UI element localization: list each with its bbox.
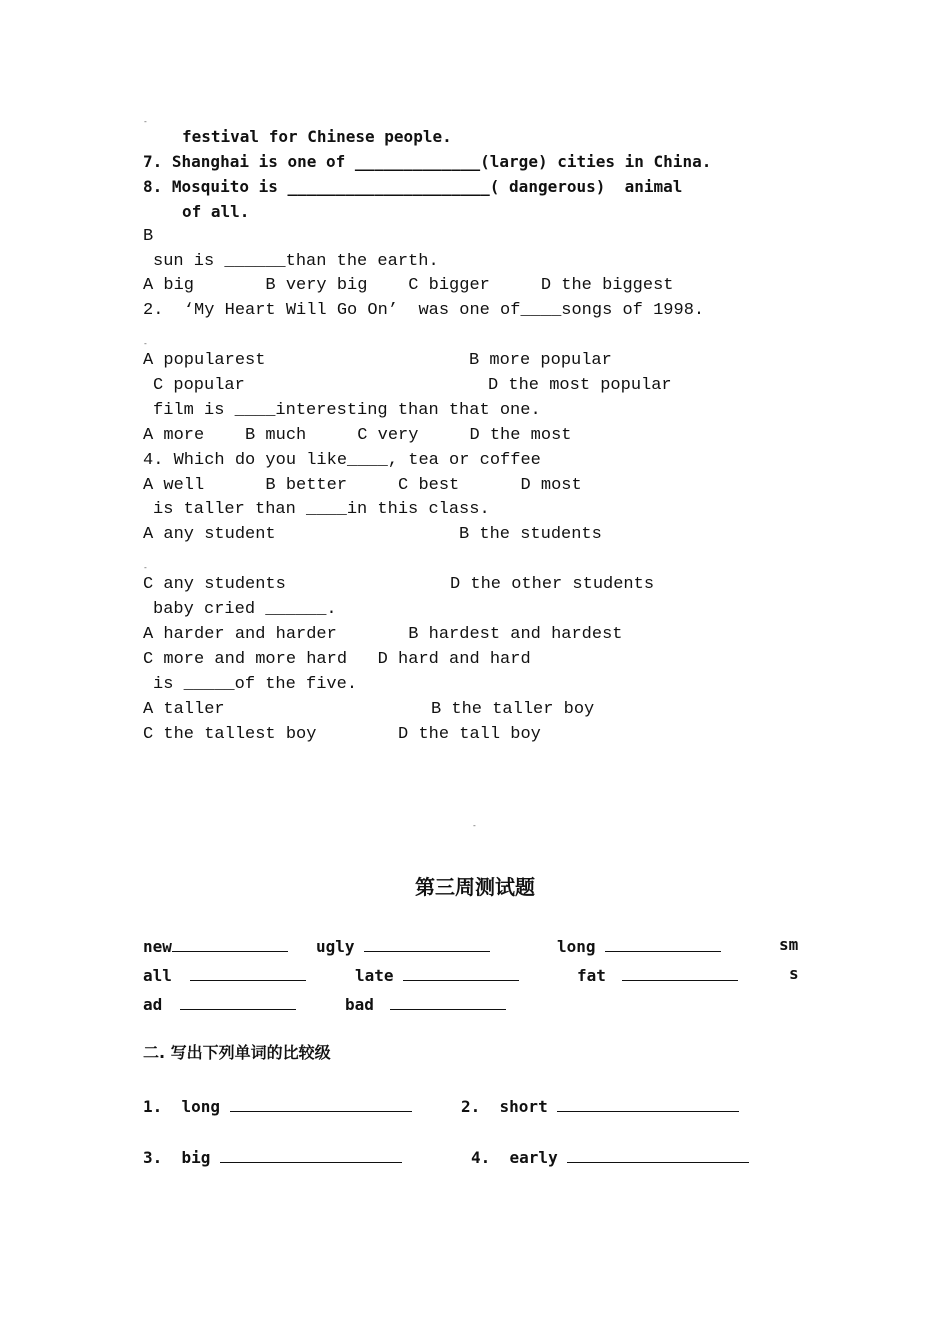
- word-fat: fat: [577, 964, 738, 986]
- word-sm: sm: [779, 935, 799, 954]
- answer-blank[interactable]: [364, 935, 490, 952]
- part-b-label: B: [143, 227, 154, 246]
- stray-mark: -: [143, 117, 148, 126]
- page-separator: -: [472, 821, 477, 830]
- comparative-item-4: 4. early: [471, 1146, 749, 1168]
- answer-blank[interactable]: [567, 1146, 749, 1163]
- question-8-continued: of all.: [182, 202, 250, 221]
- word-ad: ad: [143, 993, 296, 1015]
- b-question-3-options: A more B much C very D the most: [143, 426, 572, 445]
- b-question-2-option-b: B more popular: [469, 351, 612, 370]
- b-question-4-options: A well B better C best D most: [143, 476, 582, 495]
- part-2-heading: 二. 写出下列单词的比较级: [143, 1043, 331, 1062]
- stray-mark: -: [143, 339, 148, 348]
- answer-blank[interactable]: [180, 993, 296, 1010]
- comparative-item-1: 1. long: [143, 1095, 412, 1117]
- b-question-1: sun is ______than the earth.: [153, 252, 439, 271]
- word-s: s: [789, 964, 799, 983]
- comparative-item-2: 2. short: [461, 1095, 739, 1117]
- b-question-6-options-cd: C more and more hard D hard and hard: [143, 650, 531, 669]
- b-question-4: 4. Which do you like____, tea or coffee: [143, 451, 541, 470]
- b-question-5-option-c: C any students: [143, 575, 286, 594]
- b-question-7-options-cd: C the tallest boy D the tall boy: [143, 725, 541, 744]
- b-question-5-option-a: A any student: [143, 525, 276, 544]
- word-new: new: [143, 935, 288, 957]
- word-late: late: [355, 964, 519, 986]
- b-question-7: is _____of the five.: [153, 675, 358, 694]
- answer-blank[interactable]: [220, 1146, 402, 1163]
- b-question-2: 2. ‘My Heart Will Go On’ was one of____songs of 1998.: [143, 301, 705, 320]
- b-question-2-option-d: D the most popular: [488, 376, 672, 395]
- word-long: long: [557, 935, 721, 957]
- b-question-7-option-b: B the taller boy: [431, 700, 595, 719]
- answer-blank[interactable]: [390, 993, 506, 1010]
- b-question-6-options-ab: A harder and harder B hardest and hardest: [143, 625, 623, 644]
- word-bad: bad: [345, 993, 506, 1015]
- answer-blank[interactable]: [622, 964, 738, 981]
- word-ugly: ugly: [316, 935, 490, 957]
- answer-blank[interactable]: [190, 964, 306, 981]
- b-question-5-option-b: B the students: [459, 525, 602, 544]
- word-all: all: [143, 964, 306, 986]
- b-question-2-option-a: A popularest: [143, 351, 266, 370]
- stray-mark: -: [143, 563, 148, 572]
- question-8-dangerous: 8. Mosquito is _____________________( dangerous) animal: [143, 177, 683, 196]
- b-question-5: is taller than ____in this class.: [153, 500, 490, 519]
- question-7-large: 7. Shanghai is one of _____________(large) cities in China.: [143, 152, 712, 171]
- b-question-7-option-a: A taller: [143, 700, 225, 719]
- b-question-3: film is ____interesting than that one.: [153, 401, 541, 420]
- answer-blank[interactable]: [557, 1095, 739, 1112]
- answer-blank[interactable]: [230, 1095, 412, 1112]
- answer-blank[interactable]: [172, 935, 288, 952]
- b-question-6: baby cried ______.: [153, 600, 337, 619]
- answer-blank[interactable]: [403, 964, 519, 981]
- comparative-item-3: 3. big: [143, 1146, 402, 1168]
- b-question-2-option-c: C popular: [153, 376, 245, 395]
- b-question-1-options: A big B very big C bigger D the biggest: [143, 276, 674, 295]
- answer-blank[interactable]: [605, 935, 721, 952]
- festival-line: festival for Chinese people.: [182, 127, 452, 146]
- b-question-5-option-d: D the other students: [450, 575, 655, 594]
- section-title: 第三周测试题: [415, 875, 535, 899]
